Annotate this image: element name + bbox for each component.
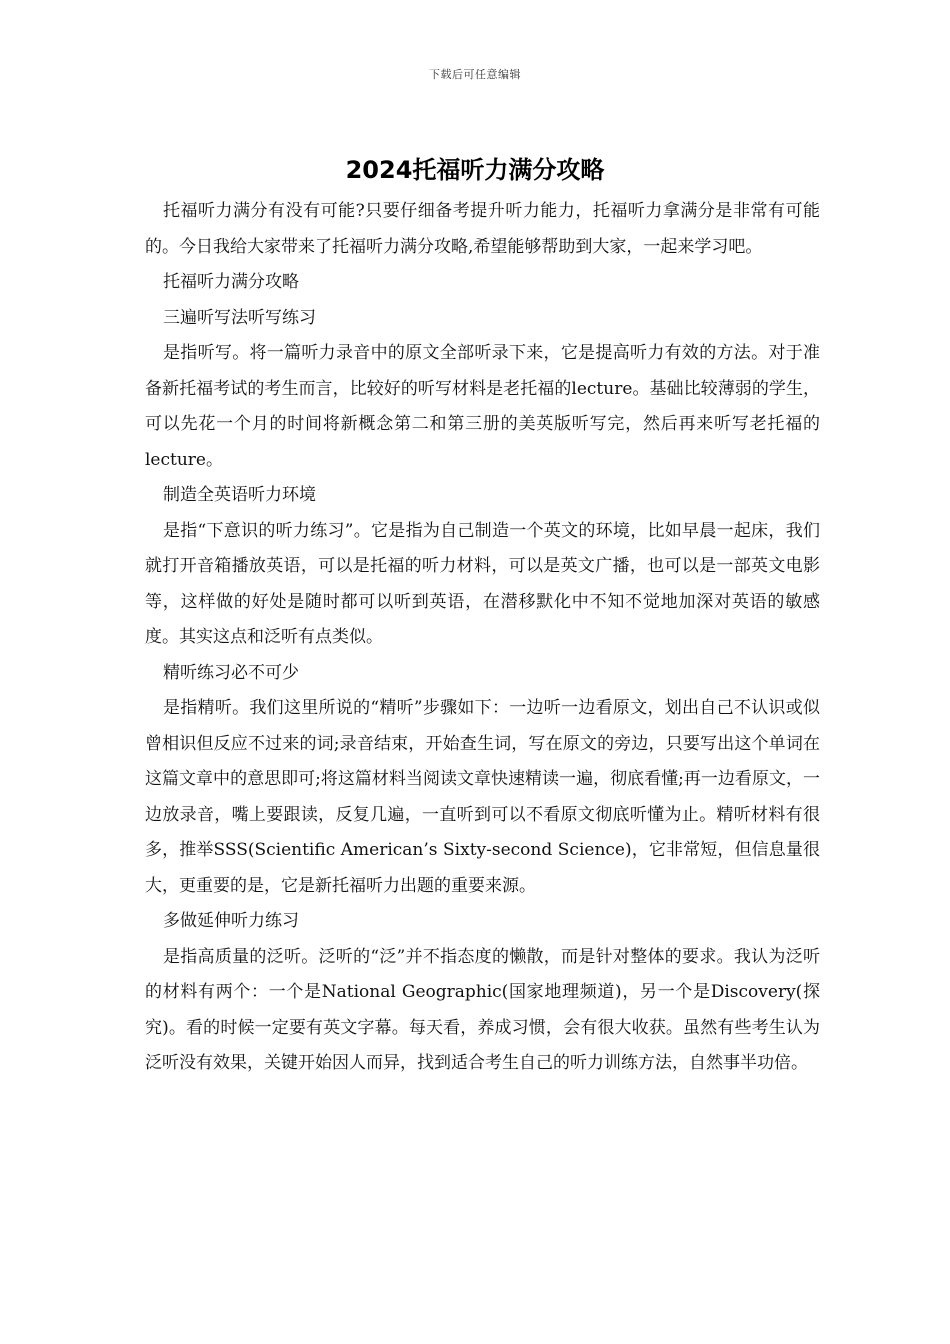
body-paragraph: 是指听写。将一篇听力录音中的原文全部听录下来，它是提高听力有效的方法。对于准备新托福考试的考生而言，比较好的听写材料是老托福的lecture。基础比较薄弱的学生，可以先花一个月的时间将新概念第二和第三册的美英版听写完，然后再来听写老托福的lecture。 [145,343,820,470]
document-body [145,194,820,1082]
section-heading: 三遍听写法听写练习 [163,307,316,328]
section-heading: 精听练习必不可少 [163,662,299,683]
intro-paragraph: 托福听力满分有没有可能?只要仔细备考提升听力能力，托福听力拿满分是非常有可能的。今日我给大家带来了托福听力满分攻略,希望能够帮助到大家，一起来学习吧。 [145,201,820,257]
header-note: 下载后可任意编辑 [429,68,521,81]
section-heading: 多做延伸听力练习 [163,911,299,931]
section-heading: 制造全英语听力环境 [163,485,316,505]
body-paragraph: 是指“下意识的听力练习”。它是指为自己制造一个英文的环境，比如早晨一起床，我们就打开音箱播放英语，可以是托福的听力材料，可以是英文广播，也可以是一部英文电影等，这样做的好处是随时都可以听到英语，在潜移默化中不知不觉地加深对英语的敏感度。其实这点和泛听有点类似。 [145,520,820,647]
body-paragraph: 是指高质量的泛听。泛听的“泛”并不指态度的懒散，而是针对整体的要求。我认为泛听的材料有两个：一个是National Geographic(国家地理频道)，另一个是Discovery(探究)。看的时候一定要有英文字幕。每天看，养成习惯，会有很大收获。虽然有些考生认为泛听没有效果，关键开始因人而异，找到适合考生自己的听力训练方法，自然事半功倍。 [145,946,820,1073]
section-heading: 托福听力满分攻略 [163,272,299,292]
document-title: 2024托福听力满分攻略 [345,156,605,184]
body-paragraph: 是指精听。我们这里所说的“精听”步骤如下：一边听一边看原文，划出自己不认识或似曾相识但反应不过来的词;录音结束，开始查生词，写在原文的旁边，只要写出这个单词在这篇文章中的意思即可;将这篇材料当阅读文章快速精读一遍，彻底看懂;再一边看原文，一边放录音，嘴上要跟读，反复几遍，一直听到可以不看原文彻底听懂为止。精听材料有很多，推举SSS(Scientific American’s Sixty-second Science)，它非常短，但信息量很大，更重要的是，它是新托福听力出题的重要来源。 [145,698,820,896]
